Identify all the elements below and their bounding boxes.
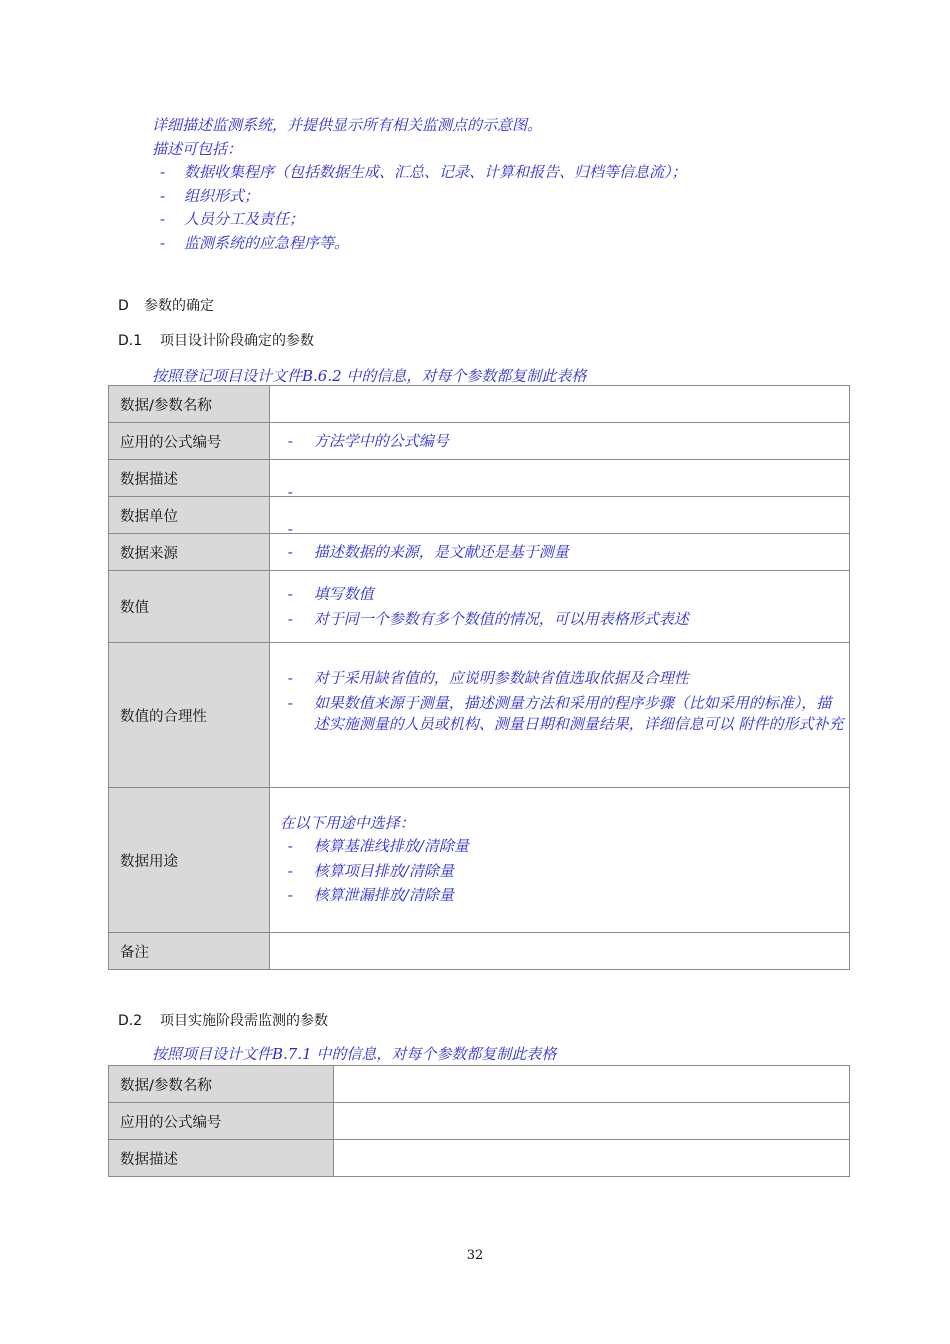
row-value: - 描述数据的来源，是文献还是基于测量 <box>269 534 849 571</box>
parameter-table-design <box>108 385 850 970</box>
row-value <box>333 1140 849 1177</box>
table-row <box>109 643 850 788</box>
parameter-table-monitoring <box>108 1065 850 1177</box>
row-value: 在以下用途中选择： - 核算基准线排放/清除量 - 核算项目排放/清除量 - 核算泄漏排放/清除量 <box>269 788 849 933</box>
page-number: 32 <box>466 1248 484 1263</box>
row-label: 数据用途 <box>109 788 270 933</box>
table-row <box>109 1140 850 1177</box>
row-value: - 方法学中的公式编号 <box>269 423 849 460</box>
table-note: 按照登记项目设计文件B.6.2 中的信息，对每个参数都复制此表格 <box>152 367 587 385</box>
intro-bullet: - 数据收集程序（包括数据生成、汇总、记录、计算和报告、归档等信息流）； <box>184 161 687 185</box>
intro-bullet: - 监测系统的应急程序等。 <box>184 232 687 256</box>
table-row <box>109 497 850 534</box>
row-value <box>333 1103 849 1140</box>
intro-block <box>152 114 687 255</box>
subsection-heading <box>118 330 314 350</box>
section-title: 项目实施阶段需监测的参数 <box>160 1013 328 1029</box>
row-label: 数据描述 <box>109 460 270 497</box>
section-title: 项目设计阶段确定的参数 <box>160 333 314 349</box>
table-row <box>109 423 850 460</box>
bullet-dash: - <box>160 210 166 228</box>
table-note: 按照项目设计文件B.7.1 中的信息，对每个参数都复制此表格 <box>152 1045 557 1063</box>
table-row <box>109 1066 850 1103</box>
row-label: 数据来源 <box>109 534 270 571</box>
row-label: 数据/参数名称 <box>109 386 270 423</box>
intro-bullet: - 人员分工及责任； <box>184 208 687 232</box>
row-label: 数据描述 <box>109 1140 334 1177</box>
table-row <box>109 460 850 497</box>
table-row <box>109 933 850 970</box>
row-value <box>269 933 849 970</box>
intro-line: 详细描述监测系统，并提供显示所有相关监测点的示意图。 <box>152 116 543 134</box>
row-label: 备注 <box>109 933 270 970</box>
intro-bullet: - 组织形式； <box>184 185 687 209</box>
row-label: 数据/参数名称 <box>109 1066 334 1103</box>
row-label: 数值 <box>109 571 270 643</box>
bullet-dash: - <box>160 233 166 252</box>
table-row <box>109 1103 850 1140</box>
row-label: 应用的公式编号 <box>109 423 270 460</box>
table-row <box>109 571 850 643</box>
row-value <box>333 1066 849 1103</box>
section-number: D.1 <box>118 333 143 349</box>
row-value <box>269 386 849 423</box>
row-value: - 填写数值 - 对于同一个参数有多个数值的情况，可以用表格形式表述 <box>269 571 849 643</box>
bullet-dash: - <box>160 163 166 181</box>
section-number: D.2 <box>118 1013 143 1029</box>
row-value: - <box>269 497 849 534</box>
bullet-dash: - <box>160 186 166 205</box>
table-row <box>109 386 850 423</box>
row-label: 数值的合理性 <box>109 643 270 788</box>
section-heading <box>118 295 214 315</box>
subsection-heading <box>118 1010 328 1030</box>
row-label: 数据单位 <box>109 497 270 534</box>
row-label: 应用的公式编号 <box>109 1103 334 1140</box>
row-value: - <box>269 460 849 497</box>
table-row <box>109 534 850 571</box>
row-value: - 对于采用缺省值的，应说明参数缺省值选取依据及合理性 - 如果数值来源于测量，描述测量方法和采用的程序步骤（比如采用的标准），描述实施测量的人员或机构、测量日期和测量结果，详细信息可以 附件的形式补充 <box>269 643 849 788</box>
intro-line: 描述可包括： <box>152 139 243 158</box>
table-row <box>109 788 850 933</box>
section-title: 参数的确定 <box>144 298 214 314</box>
section-number: D <box>118 298 129 314</box>
